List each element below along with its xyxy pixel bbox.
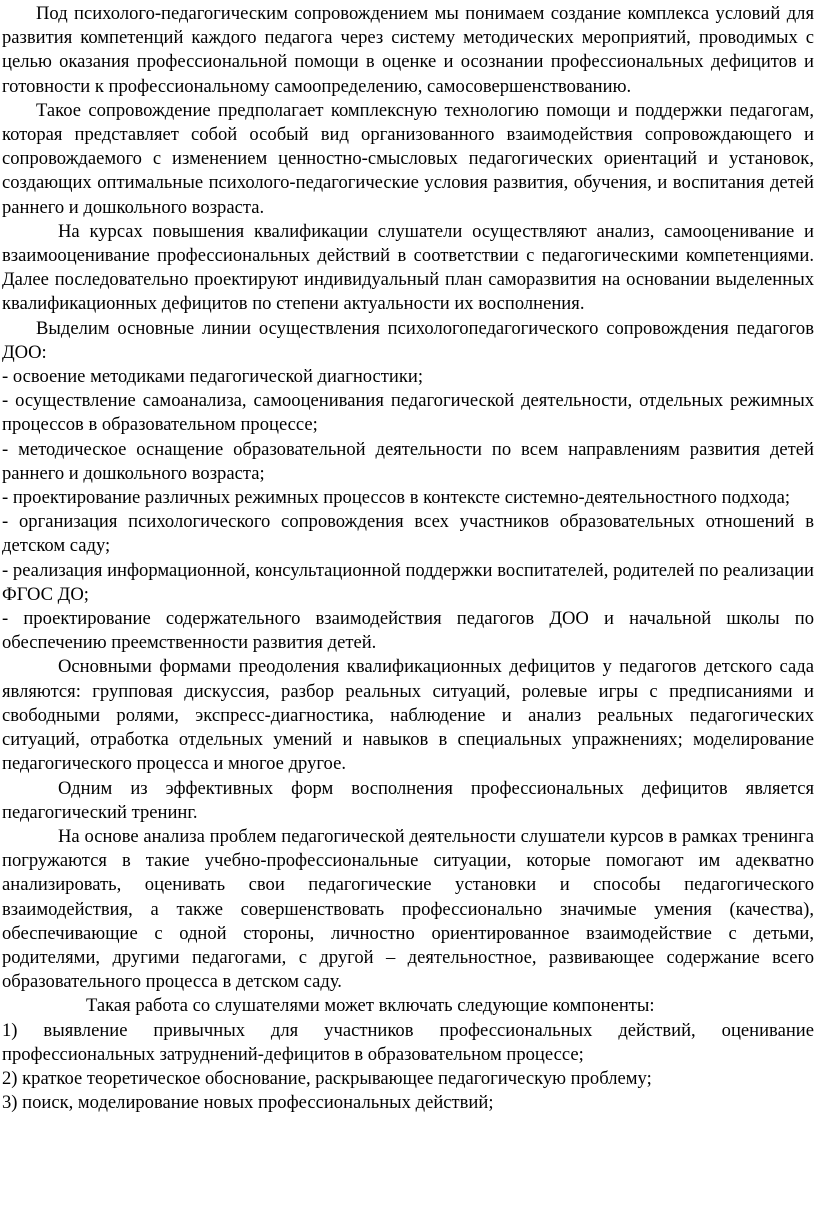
paragraph-7: На основе анализа проблем педагогической деятельности слушатели курсов в рамках тренинга погружаются в такие учебно-профессиональные ситуации, которые помогают им адекватно анализировать, оценивать свои педагогические установки и способы педагогического взаимодействия, а также совершенствовать профессионально значимые умения (качества), обеспечивающие с одной стороны, личностно ориентированное взаимодействие с детьми, родителями, другими педагогами, с другой – деятельностное, развивающее содержание всего образовательного процесса в детском саду. [2, 825, 814, 993]
paragraph-3: На курсах повышения квалификации слушатели осуществляют анализ, самооценивание и взаимооценивание профессиональных действий в соответствии с педагогическими компетенциями. Далее последовательно проектируют индивидуальный план саморазвития на основании выделенных квалификационных дефицитов по степени актуальности их восполнения. [2, 220, 814, 315]
paragraph-2: Такое сопровождение предполагает комплексную технологию помощи и поддержки педагогам, которая представляет собой особый вид организованного взаимодействия сопровождающего и сопровождаемого с изменением ценностно-смысловых педагогических ориентаций и установок, создающих оптимальные психолого-педагогические условия развития, обучения, и воспитания детей раннего и дошкольного возраста. [2, 99, 814, 218]
list-item: - реализация информационной, консультационной поддержки воспитателей, родителей по реализации ФГОС ДО; [2, 559, 814, 605]
list-item: - проектирование различных режимных процессов в контексте системно-деятельностного подхода; [2, 487, 790, 509]
list-item: - осуществление самоанализа, самооценивания педагогической деятельности, отдельных режимных процессов в образовательном процессе; [2, 390, 814, 436]
list-item: - проектирование содержательного взаимодействия педагогов ДОО и начальной школы по обеспечению преемственности развития детей. [2, 608, 814, 654]
document-page [0, 2, 816, 1208]
list-item: 1) выявление привычных для участников профессиональных действий, оценивание профессиональных затруднений-дефицитов в образовательном процессе; [2, 1019, 814, 1065]
paragraph-6: Одним из эффективных форм восполнения профессиональных дефицитов является педагогический тренинг. [2, 777, 814, 823]
paragraph-1: Под психолого-педагогическим сопровождением мы понимаем создание комплекса условий для развития компетенций каждого педагога через систему методических мероприятий, проводимых с целью оказания профессиональной помощи в оценке и осознании профессиональных дефицитов и готовности к профессиональному самоопределению, самосовершенствованию. [2, 3, 814, 97]
paragraph-4: Выделим основные линии осуществления психологопедагогического сопровождения педагогов ДОО: [2, 317, 814, 363]
list-item: - освоение методиками педагогической диагностики; [2, 366, 424, 388]
list-item: - методическое оснащение образовательной деятельности по всем направлениям развития детей раннего и дошкольного возраста; [2, 438, 814, 484]
paragraph-5: Основными формами преодоления квалификационных дефицитов у педагогов детского сада являются: групповая дискуссия, разбор реальных ситуаций, ролевые игры с предписаниями и свободными ролями, экспресс-диагностика, наблюдение и анализ реальных педагогических ситуаций, отработка отдельных умений и навыков в специальных упражнениях; моделирование педагогического процесса и многое другое. [2, 656, 814, 775]
list-item: 2) краткое теоретическое обоснование, раскрывающее педагогическую проблему; [2, 1067, 652, 1089]
list-item: - организация психологического сопровождения всех участников образовательных отношений в детском саду; [2, 511, 814, 557]
list-item: 3) поиск, моделирование новых профессиональных действий; [2, 1092, 494, 1114]
paragraph-8: Такая работа со слушателями может включать следующие компоненты: [86, 995, 655, 1017]
